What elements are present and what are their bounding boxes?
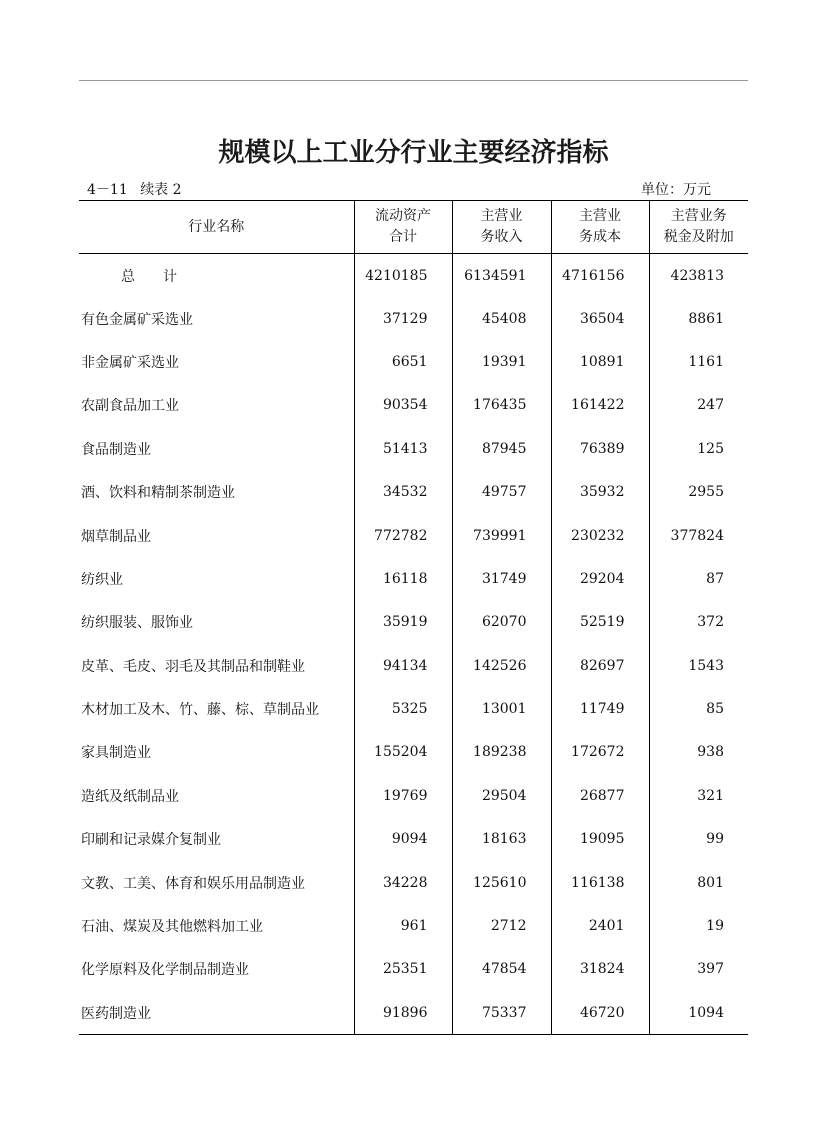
table-row	[79, 601, 748, 644]
row-value: 9094	[354, 818, 452, 861]
table-row-total	[79, 254, 748, 297]
table-row	[79, 818, 748, 861]
row-name: 医药制造业	[79, 991, 354, 1034]
row-value: 961	[354, 904, 452, 947]
row-value: 6134591	[452, 254, 551, 297]
row-value: 938	[649, 731, 748, 774]
row-name: 非金属矿采选业	[81, 354, 179, 371]
row-name: 烟草制品业	[81, 528, 151, 545]
row-value: 34532	[354, 470, 452, 513]
row-name: 农副食品加工业	[81, 398, 179, 415]
top-rule	[79, 80, 748, 81]
row-value: 36504	[551, 297, 649, 340]
table-number: 4－11	[87, 182, 128, 198]
table-row	[79, 384, 748, 427]
row-value: 2712	[452, 904, 551, 947]
table-row	[79, 861, 748, 904]
row-name: 食品制造业	[81, 441, 151, 458]
row-name: 石油、煤炭及其他燃料加工业	[81, 919, 263, 936]
row-value: 1543	[649, 644, 748, 687]
row-value: 34228	[354, 861, 452, 904]
row-value: 51413	[354, 427, 452, 470]
row-value: 29204	[551, 557, 649, 600]
row-value: 2955	[649, 470, 748, 513]
row-value: 11749	[551, 687, 649, 730]
row-value: 6651	[354, 340, 452, 383]
row-value: 116138	[551, 861, 649, 904]
row-value: 423813	[649, 254, 748, 297]
row-value: 176435	[452, 384, 551, 427]
row-value: 16118	[354, 557, 452, 600]
row-value: 90354	[354, 384, 452, 427]
table-row	[79, 297, 748, 340]
table-row	[79, 644, 748, 687]
header-row	[79, 201, 748, 254]
table-row	[79, 687, 748, 730]
row-value: 82697	[551, 644, 649, 687]
row-value: 230232	[551, 514, 649, 557]
continued-label: 续表 2	[140, 182, 182, 198]
row-value: 10891	[551, 340, 649, 383]
row-value: 31749	[452, 557, 551, 600]
row-name: 文教、工美、体育和娱乐用品制造业	[81, 875, 305, 892]
row-value: 142526	[452, 644, 551, 687]
row-value: 52519	[551, 601, 649, 644]
row-value: 75337	[452, 991, 551, 1034]
row-name: 有色金属矿采选业	[81, 311, 193, 328]
row-value: 19	[649, 904, 748, 947]
table-row	[79, 470, 748, 513]
row-value: 1094	[649, 991, 748, 1034]
table-row	[79, 948, 748, 991]
row-value: 35932	[551, 470, 649, 513]
row-value: 91896	[354, 991, 452, 1034]
row-value: 47854	[452, 948, 551, 991]
row-value: 125	[649, 427, 748, 470]
row-value: 2401	[551, 904, 649, 947]
row-value: 26877	[551, 774, 649, 817]
row-value: 8861	[649, 297, 748, 340]
table-row	[79, 991, 748, 1034]
row-value: 372	[649, 601, 748, 644]
row-value: 155204	[354, 731, 452, 774]
row-value: 5325	[354, 687, 452, 730]
row-value: 189238	[452, 731, 551, 774]
header-main-cost: 主营业 务成本	[551, 201, 649, 254]
row-value: 31824	[551, 948, 649, 991]
table-caption	[87, 179, 190, 199]
row-value: 739991	[452, 514, 551, 557]
row-value: 19095	[551, 818, 649, 861]
header-main-revenue: 主营业 务收入	[452, 201, 551, 254]
row-value: 18163	[452, 818, 551, 861]
row-value: 397	[649, 948, 748, 991]
row-value: 19769	[354, 774, 452, 817]
row-value: 62070	[452, 601, 551, 644]
page-title: 规模以上工业分行业主要经济指标	[218, 138, 609, 168]
row-name: 皮革、毛皮、羽毛及其制品和制鞋业	[81, 658, 305, 675]
row-value: 4716156	[551, 254, 649, 297]
row-value: 772782	[354, 514, 452, 557]
table-row	[79, 774, 748, 817]
row-name: 酒、饮料和精制茶制造业	[81, 485, 235, 502]
row-value: 46720	[551, 991, 649, 1034]
row-name: 造纸及纸制品业	[81, 788, 179, 805]
row-name: 纺织业	[81, 571, 123, 588]
row-value: 4210185	[354, 254, 452, 297]
row-value: 49757	[452, 470, 551, 513]
row-value: 29504	[452, 774, 551, 817]
row-value: 801	[649, 861, 748, 904]
row-value: 87	[649, 557, 748, 600]
row-value: 87945	[452, 427, 551, 470]
row-value: 13001	[452, 687, 551, 730]
row-value: 76389	[551, 427, 649, 470]
indicator-table	[79, 200, 748, 1035]
row-value: 161422	[551, 384, 649, 427]
row-value: 247	[649, 384, 748, 427]
row-name: 家具制造业	[81, 745, 151, 762]
row-value: 45408	[452, 297, 551, 340]
table-row	[79, 904, 748, 947]
row-value: 25351	[354, 948, 452, 991]
row-value: 377824	[649, 514, 748, 557]
row-value: 19391	[452, 340, 551, 383]
table-row	[79, 731, 748, 774]
row-value: 85	[649, 687, 748, 730]
row-value: 172672	[551, 731, 649, 774]
row-name: 化学原料及化学制品制造业	[81, 962, 249, 979]
row-value: 125610	[452, 861, 551, 904]
table-row	[79, 340, 748, 383]
row-name: 总 计	[121, 269, 177, 286]
table-row	[79, 514, 748, 557]
table-row	[79, 557, 748, 600]
row-value: 94134	[354, 644, 452, 687]
row-value: 99	[649, 818, 748, 861]
unit-label: 单位：万元	[641, 182, 711, 198]
row-name: 木材加工及木、竹、藤、棕、草制品业	[81, 702, 319, 719]
row-name: 纺织服装、服饰业	[81, 615, 193, 632]
table-row	[79, 427, 748, 470]
row-value: 37129	[354, 297, 452, 340]
header-industry-name: 行业名称	[79, 201, 354, 254]
row-name: 印刷和记录媒介复制业	[81, 832, 221, 849]
header-main-tax: 主营业务 税金及附加	[649, 201, 748, 254]
row-value: 35919	[354, 601, 452, 644]
header-current-assets: 流动资产 合计	[354, 201, 452, 254]
row-value: 321	[649, 774, 748, 817]
row-value: 1161	[649, 340, 748, 383]
